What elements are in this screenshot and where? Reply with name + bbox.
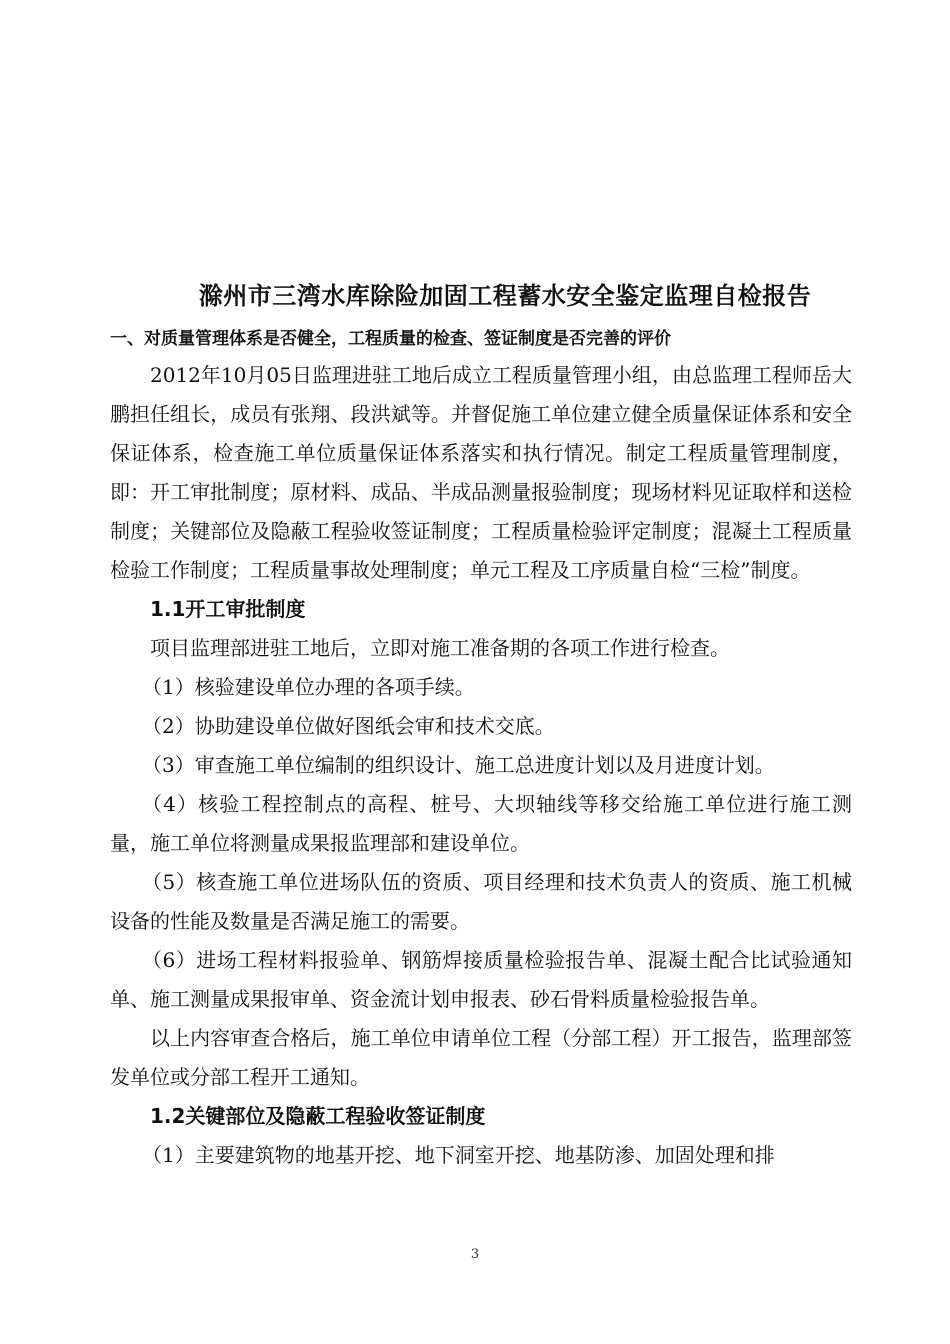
subsection-heading-1-2: 1.2关键部位及隐蔽工程验收签证制度 (150, 1104, 486, 1128)
paragraph-1-1-intro: 项目监理部进驻工地后，立即对施工准备期的各项工作进行检查。 (150, 636, 730, 660)
subsection-heading-1-1: 1.1开工审批制度 (150, 597, 306, 621)
list-item-6: （6）进场工程材料报验单、钢筋焊接质量检验报告单、混凝土配合比试验通知单、施工测量成果报审单、资金流计划申报表、砂石骨料质量检验报告单。 (110, 948, 852, 1011)
list-item-5: （5）核查施工单位进场队伍的资质、项目经理和技术负责人的资质、施工机械设备的性能及数量是否满足施工的需要。 (110, 870, 852, 933)
paragraph-1-1-conclusion: 以上内容审查合格后，施工单位申请单位工程（分部工程）开工报告，监理部签发单位或分部工程开工通知。 (110, 1026, 852, 1089)
list-item-3: （3）审查施工单位编制的组织设计、施工总进度计划以及月进度计划。 (142, 753, 775, 777)
document-body (110, 356, 852, 1175)
page-number: 3 (470, 1247, 480, 1262)
list-item-1: （1）核验建设单位办理的各项手续。 (142, 675, 475, 699)
section-heading-quality-system: 一、对质量管理体系是否健全，工程质量的检查、签证制度是否完善的评价 (110, 329, 671, 349)
list-item-1-2-1: （1）主要建筑物的地基开挖、地下洞室开挖、地基防渗、加固处理和排 (142, 1143, 775, 1167)
paragraph-intro: 2012年10月05日监理进驻工地后成立工程质量管理小组，由总监理工程师岳大鹏担任组长，成员有张翔、段洪斌等。并督促施工单位建立健全质量保证体系和安全保证体系，检查施工单位质量保证体系落实和执行情况。制定工程质量管理制度，即：开工审批制度；原材料、成品、半成品测量报验制度；现场材料见证取样和送检制度；关键部位及隐蔽工程验收签证制度；工程质量检验评定制度；混凝土工程质量检验工作制度；工程质量事故处理制度；单元工程及工序质量自检“三检”制度。 (110, 363, 852, 582)
list-item-2: （2）协助建设单位做好图纸会审和技术交底。 (142, 714, 555, 738)
document-title: 滁州市三湾水库除险加固工程蓄水安全鉴定监理自检报告 (198, 281, 812, 310)
list-item-4: （4）核验工程控制点的高程、桩号、大坝轴线等移交给施工单位进行施工测量，施工单位将测量成果报监理部和建设单位。 (110, 792, 852, 855)
